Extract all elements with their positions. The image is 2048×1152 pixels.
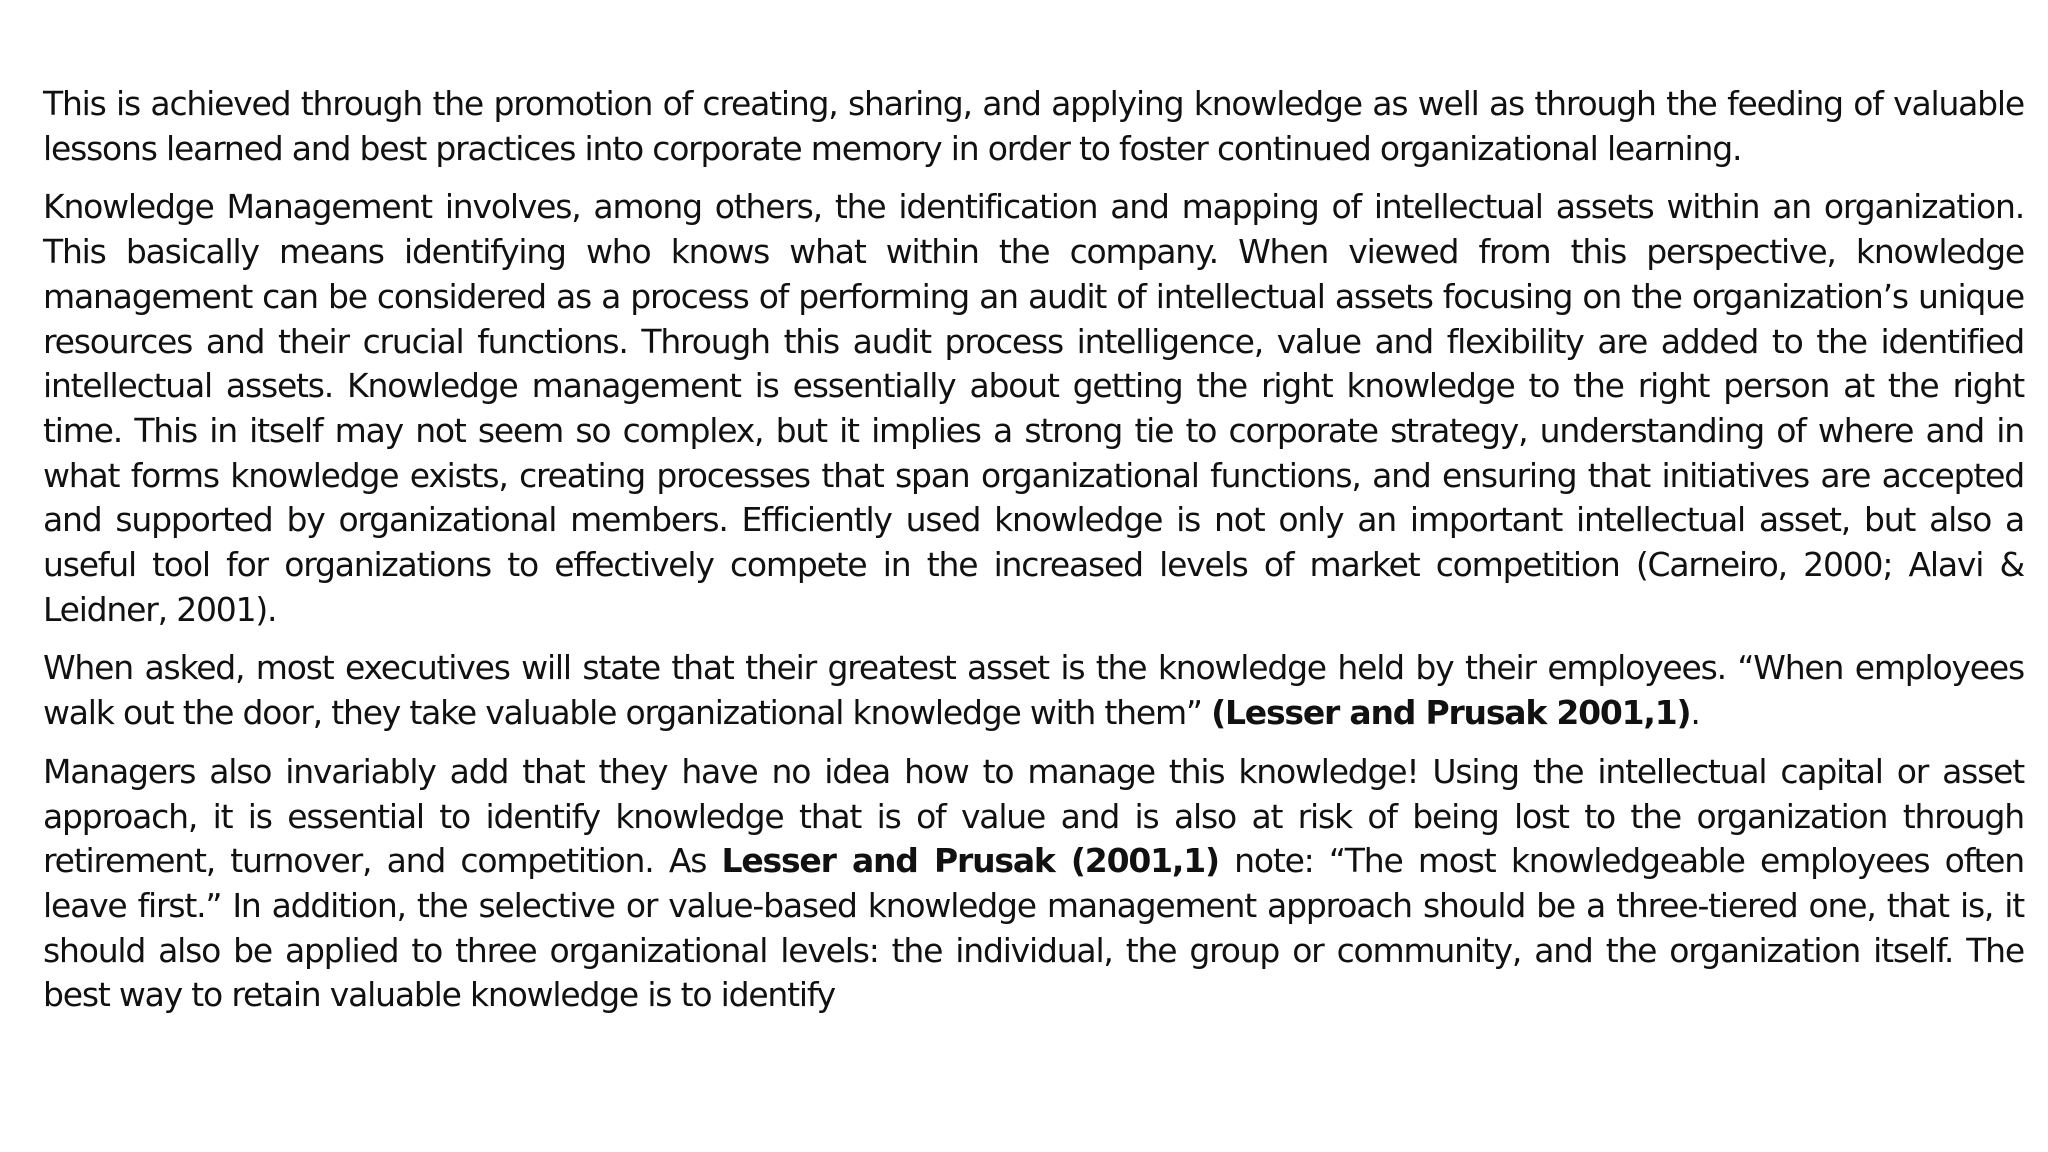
paragraph-4-text-before: Managers also invariably add that they have no idea how to manage this knowledge! Using the intellectual capital or asset approach, it is essential to identify knowledge that is of value and is also at risk of being lost to the organization through retirement, turnover, and competition. As bbox=[43, 751, 2024, 881]
paragraph-4 bbox=[43, 750, 2024, 1018]
document-body bbox=[43, 82, 2024, 1032]
paragraph-3-citation: (Lesser and Prusak 2001,1) bbox=[1211, 693, 1691, 733]
paragraph-3 bbox=[43, 646, 2024, 735]
paragraph-4-citation: Lesser and Prusak (2001,1) bbox=[721, 841, 1219, 881]
paragraph-3-text-after: . bbox=[1690, 693, 1700, 733]
paragraph-4-text-after: note: “The most knowledgeable employees often leave first.” In addition, the selective or value-based knowledge management approach should be a three-tiered one, that is, it should also be applied to three organizational levels: the individual, the group or community, and the organization itself. The best way to retain valuable knowledge is to identify bbox=[43, 841, 2025, 1015]
paragraph-2: Knowledge Management involves, among others, the identification and mapping of intellectual assets within an organization. This basically means identifying who knows what within the company. When viewed from this perspective, knowledge management can be considered as a process of performing an audit of intellectual assets focusing on the organization’s unique resources and their crucial functions. Through this audit process intelligence, value and flexibility are added to the identified intellectual assets. Knowledge management is essentially about getting the right knowledge to the right person at the right time. This in itself may not seem so complex, but it implies a strong tie to corporate strategy, understanding of where and in what forms knowledge exists, creating processes that span organizational functions, and ensuring that initiatives are accepted and supported by organizational members. Efficiently used knowledge is not only an important intellectual asset, but also a useful tool for organizations to effectively compete in the increased levels of market competition (Carneiro, 2000; Alavi & Leidner, 2001). bbox=[43, 187, 2024, 629]
paragraph-3-text-before: When asked, most executives will state that their greatest asset is the knowledge held by their employees. “When employees walk out the door, they take valuable organizational knowledge with them” bbox=[43, 648, 2024, 733]
paragraph-1: This is achieved through the promotion of creating, sharing, and applying knowledge as well as through the feeding of valuable lessons learned and best practices into corporate memory in order to foster continued organizational learning. bbox=[43, 84, 2024, 168]
